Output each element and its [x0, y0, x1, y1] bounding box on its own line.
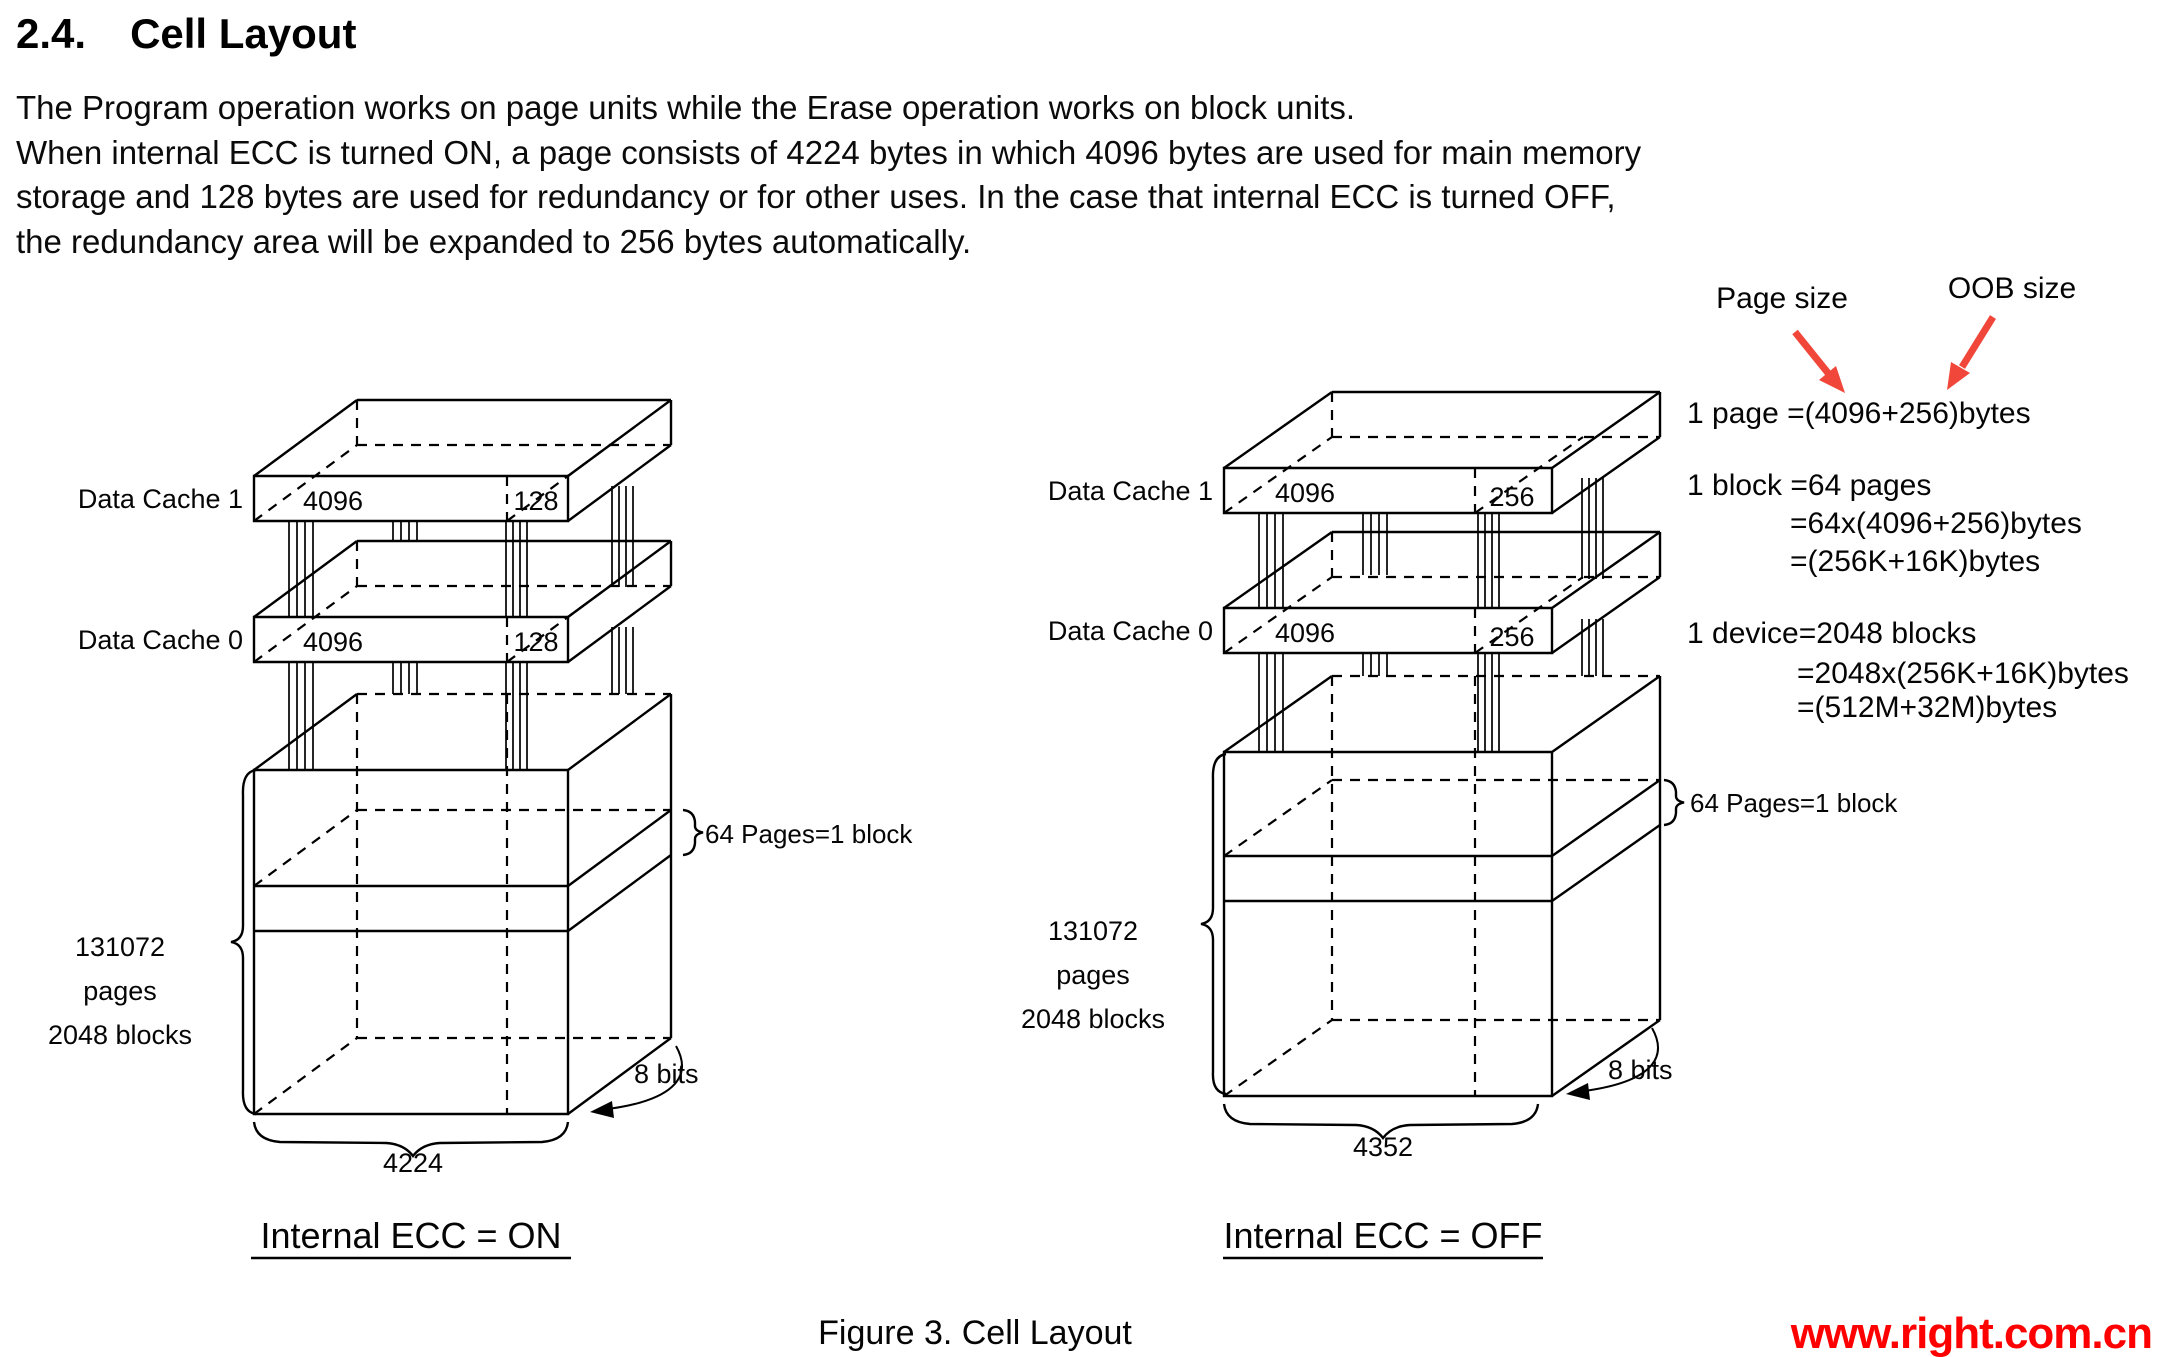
block-size-label: 64 Pages=1 block [1690, 788, 1898, 818]
annotation-line: =(512M+32M)bytes [1797, 691, 2058, 724]
depth-arrowhead-icon [590, 1101, 614, 1118]
pages-word: pages [1056, 960, 1130, 990]
blocks-count: 2048 blocks [1020, 1004, 1166, 1034]
cache0-label: Data Cache 0 [1047, 616, 1213, 646]
paragraph-line: The Program operation works on page units while the Erase operation works on block units. [16, 89, 1356, 126]
pages-count: 131072 [74, 932, 166, 962]
cell-array-block [1224, 676, 1660, 1096]
page-size-label: Page size [1716, 282, 1848, 315]
annotation-line: =64x(4096+256)bytes [1790, 507, 2082, 540]
page-width-value: 4352 [1352, 1132, 1414, 1162]
section-number: 2.4. [16, 10, 87, 57]
pages-count: 131072 [1047, 916, 1139, 946]
spare-area-value: 256 [1489, 622, 1535, 652]
block-brace [683, 810, 703, 855]
cache1-label: Data Cache 1 [1047, 476, 1213, 506]
page-width-value: 4224 [382, 1148, 444, 1178]
annotation-line: 1 page =(4096+256)bytes [1687, 397, 2031, 430]
section-title: Cell Layout [130, 10, 357, 57]
paragraph-line: When internal ECC is turned ON, a page consists of 4224 bytes in which 4096 bytes are used for main memory [16, 133, 1642, 171]
spare-area-value: 128 [513, 486, 559, 516]
block-brace [1664, 780, 1684, 825]
oob-size-arrow-icon [1947, 317, 1993, 390]
ecc-state-label: Internal ECC = OFF [1223, 1215, 1543, 1256]
block-size-label: 64 Pages=1 block [705, 819, 913, 849]
blocks-count: 2048 blocks [47, 1020, 193, 1050]
cache0-label: Data Cache 0 [77, 625, 243, 655]
depth-label: 8 bits [634, 1059, 699, 1089]
watermark: www.right.com.cn [1790, 1309, 2152, 1357]
depth-arrowhead-icon [1566, 1083, 1590, 1100]
diagram-ecc-off [1021, 392, 1898, 1258]
paragraph-line: storage and 128 bytes are used for redundancy or for other uses. In the case that internal ECC is turned OFF, [16, 178, 1616, 215]
figure-caption: Figure 3. Cell Layout [818, 1314, 1132, 1352]
annotation-line: =(256K+16K)bytes [1790, 545, 2041, 578]
main-area-value: 4096 [1274, 618, 1336, 648]
oob-size-label: OOB size [1947, 272, 2077, 305]
page-size-arrow-icon [1795, 332, 1845, 393]
spare-area-value: 256 [1489, 482, 1535, 512]
diagram-ecc-on [48, 400, 913, 1258]
spare-area-value: 128 [513, 627, 559, 657]
paragraph-line: the redundancy area will be expanded to 256 bytes automatically. [16, 222, 972, 260]
annotation-line: 1 block =64 pages [1687, 469, 1932, 502]
cache1-label: Data Cache 1 [77, 484, 243, 514]
main-area-value: 4096 [302, 486, 364, 516]
main-area-value: 4096 [302, 627, 364, 657]
annotation-line: 1 device=2048 blocks [1687, 617, 1977, 650]
pages-brace [231, 770, 256, 1114]
depth-label: 8 bits [1608, 1055, 1673, 1085]
cell-array-block [254, 694, 671, 1114]
main-area-value: 4096 [1274, 478, 1336, 508]
pages-word: pages [83, 976, 157, 1006]
annotation-line: =2048x(256K+16K)bytes [1797, 657, 2129, 690]
pages-brace [1201, 754, 1226, 1094]
size-annotations [1687, 272, 2129, 724]
ecc-state-label: Internal ECC = ON [260, 1215, 562, 1256]
